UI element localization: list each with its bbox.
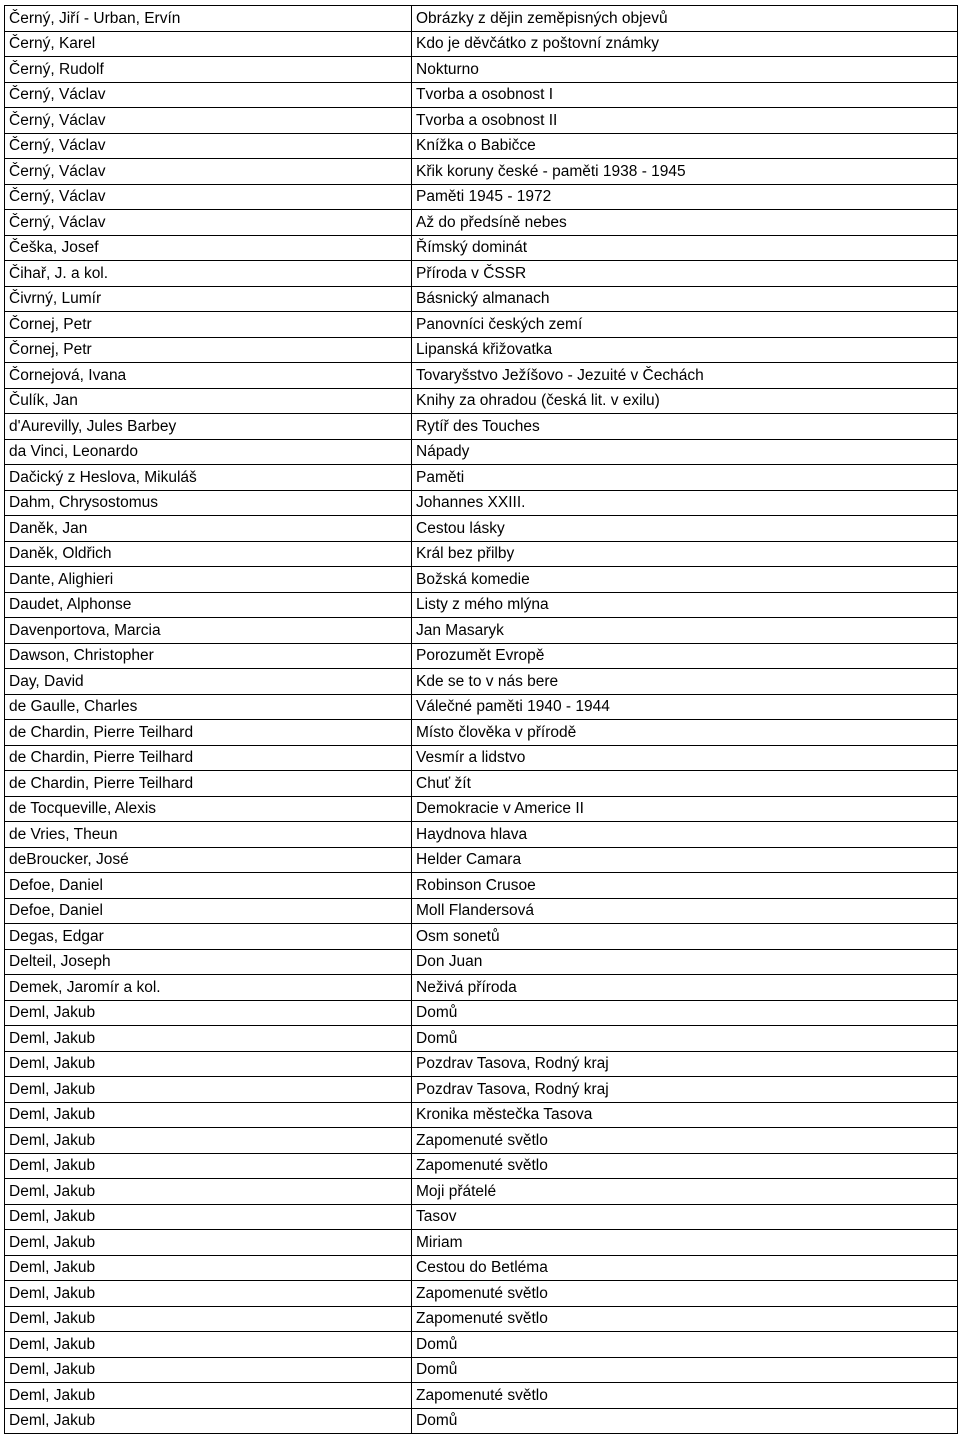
table-row	[5, 490, 958, 516]
table-row	[5, 847, 958, 873]
author-cell: Daněk, Oldřich	[5, 541, 412, 567]
author-cell: Defoe, Daniel	[5, 898, 412, 924]
title-cell: Domů	[412, 1408, 958, 1434]
author-cell: Deml, Jakub	[5, 1332, 412, 1358]
title-cell: Haydnova hlava	[412, 822, 958, 848]
table-row	[5, 949, 958, 975]
author-cell: Čornej, Petr	[5, 337, 412, 363]
table-row	[5, 184, 958, 210]
title-cell: Miriam	[412, 1230, 958, 1256]
title-cell: Kronika městečka Tasova	[412, 1102, 958, 1128]
author-cell: Dahm, Chrysostomus	[5, 490, 412, 516]
table-row	[5, 133, 958, 159]
table-row	[5, 1230, 958, 1256]
table-row	[5, 1077, 958, 1103]
table-row	[5, 873, 958, 899]
table-row	[5, 210, 958, 236]
title-cell: Cestou do Betléma	[412, 1255, 958, 1281]
table-row	[5, 898, 958, 924]
book-list-body	[5, 6, 958, 1434]
author-cell: Deml, Jakub	[5, 1128, 412, 1154]
title-cell: Římský dominát	[412, 235, 958, 261]
table-row	[5, 1332, 958, 1358]
title-cell: Zapomenuté světlo	[412, 1153, 958, 1179]
title-cell: Panovníci českých zemí	[412, 312, 958, 338]
author-cell: Deml, Jakub	[5, 1051, 412, 1077]
title-cell: Král bez přilby	[412, 541, 958, 567]
title-cell: Básnický almanach	[412, 286, 958, 312]
table-row	[5, 261, 958, 287]
table-row	[5, 414, 958, 440]
title-cell: Neživá příroda	[412, 975, 958, 1001]
author-cell: Daudet, Alphonse	[5, 592, 412, 618]
title-cell: Příroda v ČSSR	[412, 261, 958, 287]
table-row	[5, 541, 958, 567]
table-row	[5, 745, 958, 771]
title-cell: Vesmír a lidstvo	[412, 745, 958, 771]
table-row	[5, 924, 958, 950]
title-cell: Lipanská křižovatka	[412, 337, 958, 363]
table-row	[5, 1255, 958, 1281]
table-row	[5, 618, 958, 644]
table-row	[5, 694, 958, 720]
title-cell: Pozdrav Tasova, Rodný kraj	[412, 1077, 958, 1103]
author-cell: Deml, Jakub	[5, 1255, 412, 1281]
title-cell: Místo člověka v přírodě	[412, 720, 958, 746]
title-cell: Paměti 1945 - 1972	[412, 184, 958, 210]
author-cell: Delteil, Joseph	[5, 949, 412, 975]
author-cell: Dante, Alighieri	[5, 567, 412, 593]
title-cell: Zapomenuté světlo	[412, 1281, 958, 1307]
author-cell: Černý, Václav	[5, 82, 412, 108]
book-list-table	[4, 5, 958, 1434]
author-cell: Černý, Karel	[5, 31, 412, 57]
table-row	[5, 465, 958, 491]
author-cell: d'Aurevilly, Jules Barbey	[5, 414, 412, 440]
table-row	[5, 337, 958, 363]
table-row	[5, 1306, 958, 1332]
author-cell: Deml, Jakub	[5, 1306, 412, 1332]
author-cell: Černý, Václav	[5, 159, 412, 185]
author-cell: Čornej, Petr	[5, 312, 412, 338]
table-row	[5, 6, 958, 32]
table-row	[5, 592, 958, 618]
title-cell: Domů	[412, 1026, 958, 1052]
author-cell: Deml, Jakub	[5, 1204, 412, 1230]
table-row	[5, 388, 958, 414]
author-cell: Čivrný, Lumír	[5, 286, 412, 312]
title-cell: Tovaryšstvo Ježíšovo - Jezuité v Čechách	[412, 363, 958, 389]
author-cell: Day, David	[5, 669, 412, 695]
author-cell: Deml, Jakub	[5, 1357, 412, 1383]
table-row	[5, 363, 958, 389]
title-cell: Tvorba a osobnost II	[412, 108, 958, 134]
author-cell: de Chardin, Pierre Teilhard	[5, 745, 412, 771]
author-cell: de Tocqueville, Alexis	[5, 796, 412, 822]
title-cell: Moji přátelé	[412, 1179, 958, 1205]
author-cell: Černý, Jiří - Urban, Ervín	[5, 6, 412, 32]
table-row	[5, 567, 958, 593]
author-cell: Černý, Rudolf	[5, 57, 412, 83]
author-cell: Deml, Jakub	[5, 1000, 412, 1026]
author-cell: Češka, Josef	[5, 235, 412, 261]
title-cell: Domů	[412, 1357, 958, 1383]
author-cell: Čulík, Jan	[5, 388, 412, 414]
author-cell: Černý, Václav	[5, 108, 412, 134]
table-row	[5, 1000, 958, 1026]
title-cell: Porozumět Evropě	[412, 643, 958, 669]
title-cell: Zapomenuté světlo	[412, 1383, 958, 1409]
author-cell: Čihař, J. a kol.	[5, 261, 412, 287]
title-cell: Tvorba a osobnost I	[412, 82, 958, 108]
title-cell: Chuť žít	[412, 771, 958, 797]
title-cell: Helder Camara	[412, 847, 958, 873]
title-cell: Domů	[412, 1332, 958, 1358]
author-cell: Deml, Jakub	[5, 1026, 412, 1052]
table-row	[5, 1357, 958, 1383]
author-cell: Černý, Václav	[5, 184, 412, 210]
table-row	[5, 1281, 958, 1307]
title-cell: Válečné paměti 1940 - 1944	[412, 694, 958, 720]
author-cell: Černý, Václav	[5, 210, 412, 236]
title-cell: Božská komedie	[412, 567, 958, 593]
title-cell: Johannes XXIII.	[412, 490, 958, 516]
author-cell: Černý, Václav	[5, 133, 412, 159]
title-cell: Knihy za ohradou (česká lit. v exilu)	[412, 388, 958, 414]
author-cell: de Chardin, Pierre Teilhard	[5, 771, 412, 797]
title-cell: Zapomenuté světlo	[412, 1306, 958, 1332]
table-row	[5, 1179, 958, 1205]
table-row	[5, 1204, 958, 1230]
table-row	[5, 771, 958, 797]
title-cell: Tasov	[412, 1204, 958, 1230]
table-row	[5, 1051, 958, 1077]
title-cell: Kde se to v nás bere	[412, 669, 958, 695]
table-row	[5, 312, 958, 338]
table-row	[5, 1102, 958, 1128]
title-cell: Obrázky z dějin zeměpisných objevů	[412, 6, 958, 32]
table-row	[5, 1026, 958, 1052]
author-cell: Čornejová, Ivana	[5, 363, 412, 389]
title-cell: Listy z mého mlýna	[412, 592, 958, 618]
title-cell: Don Juan	[412, 949, 958, 975]
author-cell: de Vries, Theun	[5, 822, 412, 848]
table-row	[5, 975, 958, 1001]
title-cell: Křik koruny české - paměti 1938 - 1945	[412, 159, 958, 185]
author-cell: Deml, Jakub	[5, 1383, 412, 1409]
table-row	[5, 1153, 958, 1179]
author-cell: Degas, Edgar	[5, 924, 412, 950]
author-cell: Deml, Jakub	[5, 1179, 412, 1205]
author-cell: Deml, Jakub	[5, 1102, 412, 1128]
title-cell: Cestou lásky	[412, 516, 958, 542]
table-row	[5, 516, 958, 542]
author-cell: de Chardin, Pierre Teilhard	[5, 720, 412, 746]
table-row	[5, 159, 958, 185]
table-row	[5, 235, 958, 261]
table-row	[5, 643, 958, 669]
author-cell: Deml, Jakub	[5, 1230, 412, 1256]
table-row	[5, 439, 958, 465]
author-cell: de Gaulle, Charles	[5, 694, 412, 720]
author-cell: Deml, Jakub	[5, 1281, 412, 1307]
title-cell: Až do předsíně nebes	[412, 210, 958, 236]
title-cell: Moll Flandersová	[412, 898, 958, 924]
table-row	[5, 822, 958, 848]
table-row	[5, 57, 958, 83]
author-cell: Deml, Jakub	[5, 1408, 412, 1434]
author-cell: Demek, Jaromír a kol.	[5, 975, 412, 1001]
author-cell: Dačický z Heslova, Mikuláš	[5, 465, 412, 491]
author-cell: deBroucker, José	[5, 847, 412, 873]
title-cell: Domů	[412, 1000, 958, 1026]
title-cell: Osm sonetů	[412, 924, 958, 950]
table-row	[5, 796, 958, 822]
title-cell: Robinson Crusoe	[412, 873, 958, 899]
author-cell: Defoe, Daniel	[5, 873, 412, 899]
table-row	[5, 82, 958, 108]
author-cell: Daněk, Jan	[5, 516, 412, 542]
title-cell: Nápady	[412, 439, 958, 465]
title-cell: Jan Masaryk	[412, 618, 958, 644]
table-row	[5, 669, 958, 695]
author-cell: da Vinci, Leonardo	[5, 439, 412, 465]
author-cell: Dawson, Christopher	[5, 643, 412, 669]
title-cell: Rytíř des Touches	[412, 414, 958, 440]
table-row	[5, 1383, 958, 1409]
title-cell: Pozdrav Tasova, Rodný kraj	[412, 1051, 958, 1077]
author-cell: Davenportova, Marcia	[5, 618, 412, 644]
table-row	[5, 286, 958, 312]
title-cell: Kdo je děvčátko z poštovní známky	[412, 31, 958, 57]
title-cell: Knížka o Babičce	[412, 133, 958, 159]
title-cell: Zapomenuté světlo	[412, 1128, 958, 1154]
table-row	[5, 720, 958, 746]
title-cell: Demokracie v Americe II	[412, 796, 958, 822]
table-row	[5, 1128, 958, 1154]
author-cell: Deml, Jakub	[5, 1077, 412, 1103]
title-cell: Paměti	[412, 465, 958, 491]
table-row	[5, 108, 958, 134]
table-row	[5, 31, 958, 57]
title-cell: Nokturno	[412, 57, 958, 83]
author-cell: Deml, Jakub	[5, 1153, 412, 1179]
